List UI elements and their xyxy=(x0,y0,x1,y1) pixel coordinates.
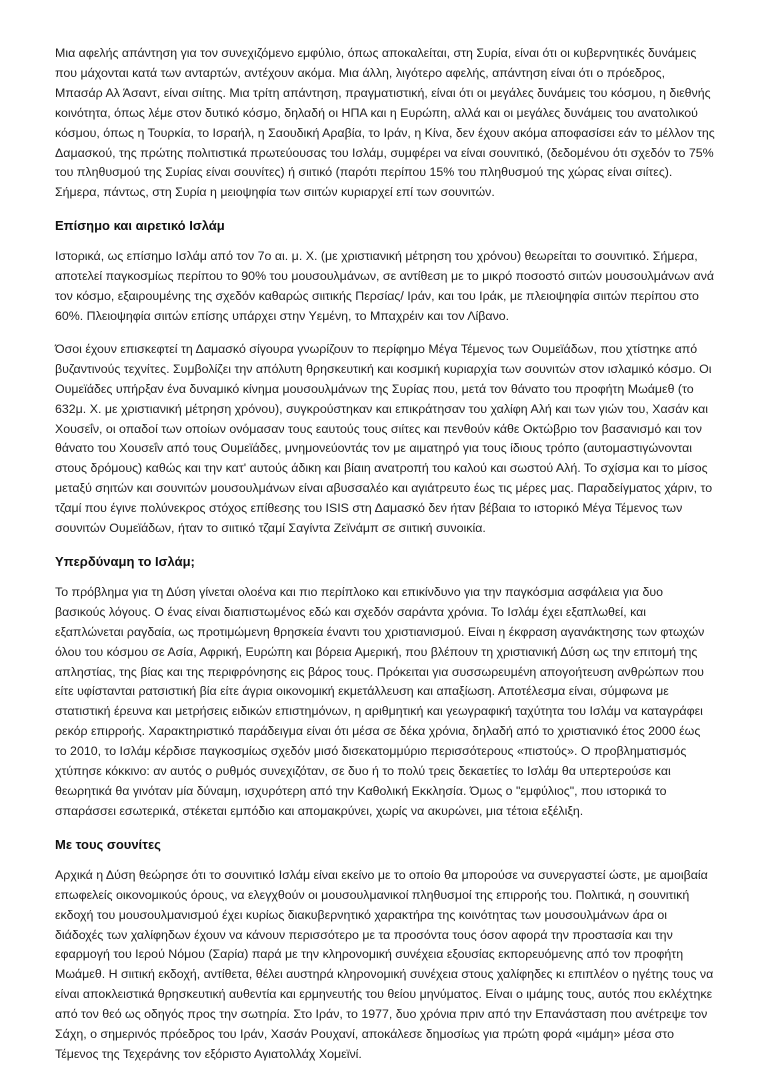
paragraph-official-islam: Ιστορικά, ως επίσημο Ισλάμ από τον 7ο αι. μ. Χ. (με χριστιανική μέτρηση του χρόνου) θεωρείται το σουνιτικό. Σήμερα, αποτελεί παγκοσμίως περίπου το 90% του μουσουλμάνων, σε αντίθεση με το μικρό ποσοστό σιιτών μουσουλμάνων ανά τον κόσμο, εξαιρουμένης της σχεδόν καθαρώς σιιτικής Περσίας/ Ιράν, και του Ιράκ, με πλειοψηφία σιιτών περίπου στο 60%. Πλειοψηφία σιιτών επίσης υπάρχει στην Υεμένη, το Μπαχρέιν και τον Λίβανο. xyxy=(55,249,715,323)
section-heading-official-heretic-islam: Επίσημο και αιρετικό Ισλάμ xyxy=(55,218,225,234)
paragraph-superpower: Το πρόβλημα για τη Δύση γίνεται ολοένα και πιο περίπλοκο και επικίνδυνο για την παγκόσμια ασφάλεια για δυο βασικούς λόγους. Ο ένας είναι διαπιστωμένος εδώ και σχεδόν σαράντα χρόνια. Το Ισλάμ έχει εξαπλωθεί, και εξαπλώνεται ραγδαία, ως προτιμώμενη θρησκεία έναντι του χριστιανισμού. Είναι η έκφραση αγανάκτησης των φτωχών όλου του κόσμου σε Ασία, Αφρική, Ευρώπη και βόρεια Αμερική, που βλέπουν τη χριστιανική Δύση ως την επιτομή της απληστίας, της βίας και της περιφρόνησης εις βάρος τους. Πρόκειται για συσσωρευμένη απογοήτευση ανθρώπων που είτε υφίστανται ρατσιστική βία είτε άγρια οικονομική εκμετάλλευση και απαξίωση. Αποτέλεσμα είναι, σύμφωνα με στατιστική έρευνα και μετρήσεις ειδικών επιστημόνων, η αριθμητική και γεωγραφική ταχύτητα του Ισλάμ να καταγράφει ρεκόρ επιρροής. Χαρακτηριστικό παράδειγμα είναι ότι μέσα σε δέκα χρόνια, δηλαδή από το χριστιανικό έτος 2000 έως το 2010, το Ισλάμ κέρδισε παγκοσμίως σχεδόν μισό δισεκατομμύριο περισσότερους «πιστούς». Ο προβληματισμός χτύπησε κόκκινο: αν αυτός ο ρυθμός συνεχιζόταν, σε δυο ή το πολύ τρεις δεκαετίες το Ισλάμ θα υπερτερούσε και θεωρητικά θα γινόταν μία δύναμη, ισχυρότερη από την Καθολική Εκκλησία. Όμως ο "εμφύλιος", που ιστορικά το σπαράσσει εσωτερικά, στέκεται εμπόδιο και απομακρύνει, χωρίς να ακυρώνει, μια τέτοια εξέλιξη. xyxy=(55,584,705,818)
paragraph-with-sunnis: Αρχικά η Δύση θεώρησε ότι το σουνιτικό Ισλάμ είναι εκείνο με το οποίο θα μπορούσε να συνεργαστεί ώστε, με αμοιβαία επωφελείς οικονομικούς όρους, να ελεγχθούν οι μουσουλμανικοί πληθυσμοί της επιρροής του. Πολιτικά, η σουνιτική εκδοχή του μουσουλμανισμού έχει κυρίως διακυβερνητικό χαρακτήρα της κοινότητας των μουσουλμάνων άρα οι διάδοχές των χαλίφηδων έχουν να κάνουν περισσότερο με τα προσόντα τους όσον αφορά την προστασία και την εφαρμογή του Ιερού Νόμου (Σαρία) παρά με την κληρονομική συνέχεια εξουσίας εκπορευόμενης από τον προφήτη Μωάμεθ. Η σιιτική εκδοχή, αντίθετα, θέλει αυστηρά κληρονομική συνέχεια στους χαλίφηδες κι επιπλέον ο ηγέτης τους να είναι αποκλειστικά θρησκευτική αυθεντία και ερμηνευτής του θείου μηνύματος. Είναι ο ιμάμης τους, αυτός που εκλέχτηκε από τον θεό ως οδηγός προς την σωτηρία. Στο Ιράν, το 1977, δυο χρόνια πριν από την Επανάσταση που ανέτρεψε τον Σάχη, ο σημερινός πρόεδρος του Ιράν, Χασάν Ρουχανί, αποκάλεσε δημοσίως για πρώτη φορά «ιμάμη» μέσα στο Τέμενος της Τεχεράνης τον εξόριστο Αγιατολλάχ Χομεϊνί. xyxy=(55,867,714,1061)
article xyxy=(55,44,715,1065)
paragraph-umayyads: Όσοι έχουν επισκεφτεί τη Δαμασκό σίγουρα γνωρίζουν το περίφημο Μέγα Τέμενος των Ουμεϊάδων, που χτίστηκε από βυζαντινούς τεχνίτες. Συμβολίζει την απόλυτη θρησκευτική και κοσμική κυριαρχία των σουνιτών στον ισλαμικό κόσμο. Οι Ουμεϊάδες υπήρξαν ένα δυναμικό κίνημα μουσουλμάνων της Συρίας που, μετά τον θάνατο του προφήτη Μωάμεθ (το 632μ. Χ. με χριστιανική μέτρηση χρόνου), συγκρούστηκαν και επικράτησαν του χαλίφη Αλή και των γιών του, Χασάν και Χουσεΐν, οι οπαδοί των οποίων ονόμασαν τους εαυτούς τους σιίτες και πενθούν κάθε Οκτώβριο τον βασανισμό και τον θάνατο του Χουσεΐν από τους Ουμεϊάδες, μνημονεύοντάς τον με αιματηρό για τους ίδιους τρόπο (αυτομαστιγώνονται στους δρόμους) καθώς και την κατ' αυτούς άδικη και βίαιη ανατροπή του καλού και σωστού Αλή. Το σχίσμα και το μίσος μεταξύ σηιτών και σουνιτών μουσουλμάνων είναι αβυσσαλέο και αγιάτρευτο έως τις μέρες μας. Παραδείγματος χάριν, το τζαμί που έγινε πολύνεκρος στόχος επίθεσης του ISIS στη Δαμασκό δεν ήταν βέβαια το ιστορικό Μέγα Τέμενος των σουνιτών Ουμεϊάδων, ήταν το σιιτικό τζαμί Σαγίντα Ζεϊνάμπ σε σιιτική συνοικία. xyxy=(55,341,713,536)
section-heading-with-sunnis: Με τους σουνίτες xyxy=(55,836,161,852)
section-heading-superpower-islam: Υπερδύναμη το Ισλάμ; xyxy=(55,553,195,569)
paragraph-intro: Μια αφελής απάντηση για τον συνεχιζόμενο εμφύλιο, όπως αποκαλείται, στη Συρία, είναι ότι οι κυβερνητικές δυνάμεις που μάχονται κατά των ανταρτών, αντέχουν ακόμα. Μια άλλη, λιγότερο αφελής, απάντηση είναι ότι ο πρόεδρος, Μπασάρ Αλ Άσαντ, είναι σιίτης. Μια τρίτη απάντηση, πραγματιστική, είναι ότι οι μεγάλες δυνάμεις του κόσμου, η διεθνής κοινότητα, όπως λέμε στον δυτικό κόσμο, δηλαδή οι ΗΠΑ και η Ευρώπη, αλλά και οι μεγάλες δυνάμεις του ανατολικού κόσμου, όπως η Τουρκία, το Ισραήλ, η Σαουδική Αραβία, το Ιράν, η Κίνα, δεν έχουν ακόμα αποφασίσει εάν το μέλλον της Δαμασκού, της πρώτης πολιτιστικά πρωτεύουσας του Ισλάμ, συμφέρει να είναι σουνιτικό, (δεδομένου ότι σχεδόν το 75% του πληθυσμού της Συρίας είναι σουνίτες) ή σιιτικό (παρότι περίπου 15% του πληθυσμού της χώρας είναι σιίτες). Σήμερα, πάντως, στη Συρία η μειοψηφία των σιιτών κυριαρχεί επί των σουνιτών. xyxy=(55,46,715,200)
